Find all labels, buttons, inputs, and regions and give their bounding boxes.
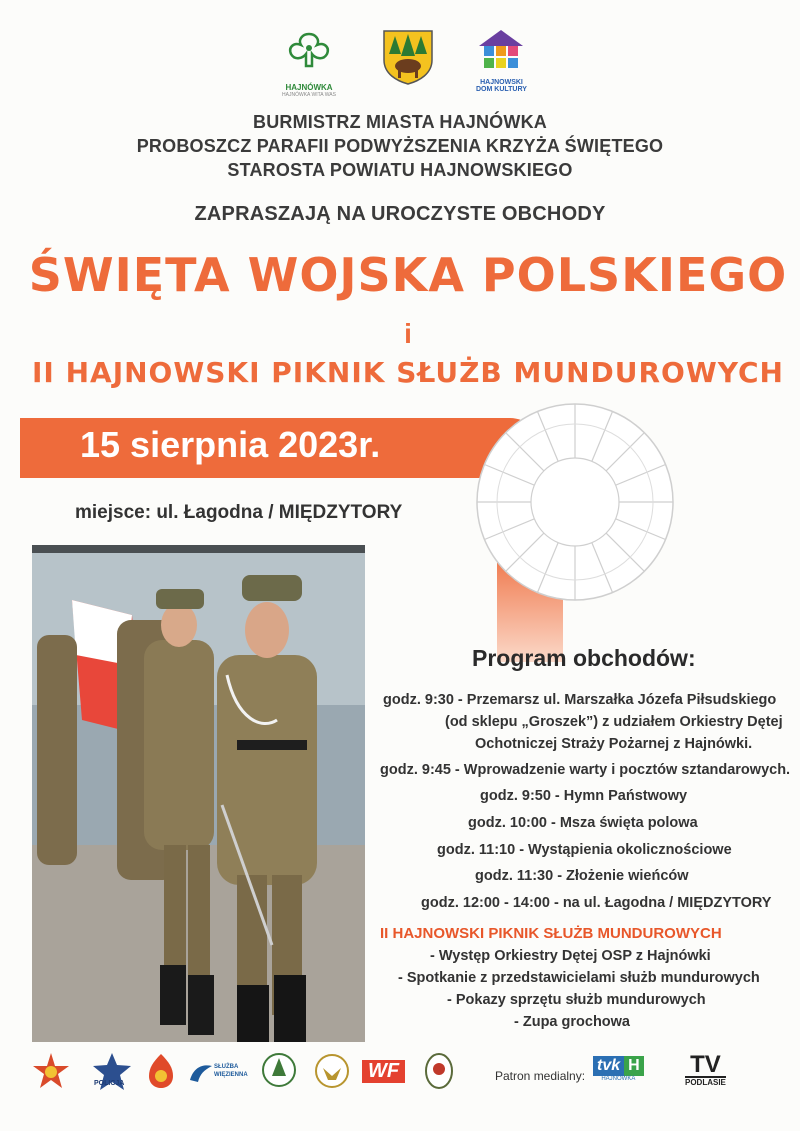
event-date: 15 sierpnia 2023r. [80,424,381,465]
event-title: ŚWIĘTA WOJSKA POLSKIEGO [28,248,788,302]
picnic-title: II HAJNOWSKI PIKNIK SŁUŻB MUNDUROWYCH [380,925,722,942]
picnic-item-1: - Występ Orkiestry Dętej OSP z Hajnówki [430,948,711,964]
program-item-4: godz. 10:00 - Msza święta polowa [468,815,698,831]
prison-label-1: SŁUŻBA [214,1064,239,1070]
county-crest [381,28,435,91]
wf-label: WF [362,1060,405,1083]
tvk-sublabel: HAJNÓWKA [601,1076,636,1082]
tvp-sublabel: PODLASIE [685,1078,726,1087]
invite-line: ZAPRASZAJĄ NA UROCZYSTE OBCHODY [194,203,606,225]
event-subtitle: II HAJNOWSKI PIKNIK SŁUŻB MUNDUROWYCH [32,356,784,389]
hajnowka-city-logo [276,28,342,98]
hajnowka-city-tagline: HAJNÓWKA WITA WAS [282,92,336,98]
forest-guard-badge-icon [262,1052,296,1093]
wf-logo [362,1060,405,1083]
event-place: miejsce: ul. Łagodna / MIĘDZYTORY [75,502,403,523]
picnic-item-4: - Zupa grochowa [514,1014,630,1030]
police-label: POLICJA [94,1080,125,1087]
title-conjunction: i [404,318,412,349]
tvk-h-label: H [624,1056,644,1076]
program-item-6: godz. 11:30 - Złożenie wieńców [475,868,689,884]
military-eagle-badge-icon [315,1052,349,1095]
culture-house-logo [476,28,527,93]
police-star-icon [92,1052,132,1097]
culture-house-name-1: HAJNOWSKI [480,79,523,86]
soldiers-photo [32,545,365,1042]
program-item-1-line3: Ochotniczej Straży Pożarnej z Hajnówki. [475,736,753,752]
program-title: Program obchodów: [472,645,696,671]
picnic-item-3: - Pokazy sprzętu służb mundurowych [447,992,706,1008]
tvp-podlasie-logo [685,1051,726,1087]
prison-service-logo [188,1060,248,1089]
state-fire-service-icon [145,1052,177,1095]
cockade-rosette [475,402,675,662]
border-guard-badge-icon [424,1052,454,1095]
organizer-1: BURMISTRZ MIASTA HAJNÓWKA [253,112,547,132]
program-item-1-line2: (od sklepu „Groszek”) z udziałem Orkiestry Dętej [445,714,783,730]
program-item-3: godz. 9:50 - Hymn Państwowy [480,788,688,804]
fire-service-emblem-icon [32,1052,70,1095]
tvk-label: tvk [593,1056,624,1076]
program-item-2: godz. 9:45 - Wprowadzenie warty i pocztów sztandarowych. [380,762,791,778]
prison-label-2: WIĘZIENNA [214,1072,248,1078]
hajnowka-city-name: HAJNÓWKA [285,83,333,92]
picnic-item-2: - Spotkanie z przedstawicielami służb mundurowych [398,970,760,986]
program-item-1: godz. 9:30 - Przemarsz ul. Marszałka Józefa Piłsudskiego [383,692,777,708]
patron-label: Patron medialny: [495,1069,586,1083]
program-item-5: godz. 11:10 - Wystąpienia okolicznościowe [437,842,732,858]
organizer-2: PROBOSZCZ PARAFII PODWYŻSZENIA KRZYŻA ŚWIĘTEGO [136,136,664,156]
organizer-3: STAROSTA POWIATU HAJNOWSKIEGO [227,160,573,180]
program-item-7: godz. 12:00 - 14:00 - na ul. Łagodna / MIĘDZYTORY [421,895,772,911]
tvp-label: TV [690,1051,721,1078]
tvk-hajnowka-logo [593,1056,644,1082]
culture-house-name-2: DOM KULTURY [476,86,527,93]
